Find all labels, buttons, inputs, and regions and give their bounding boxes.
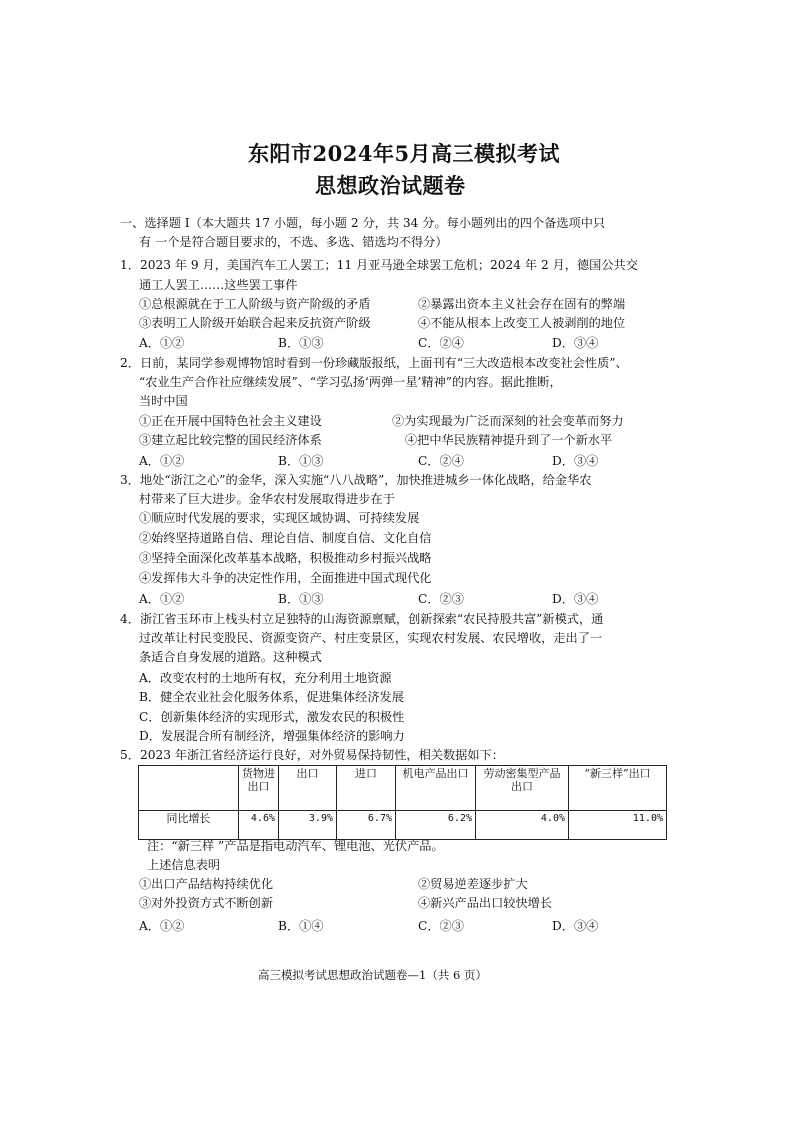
q1-stem-line2: 通工人罢工……这些罢工事件 [139, 278, 298, 292]
table-header-cell: 货物进出口 [239, 766, 279, 811]
q4-option-d[interactable]: D．发展混合所有制经济，增强集体经济的影响力 [139, 729, 405, 743]
table-header-cell: 出口 [279, 766, 337, 811]
q3-option-a[interactable]: A．①② [139, 592, 185, 606]
q4-stem-line1: 4．浙江省玉环市上栈头村立足独特的山海资源禀赋，创新探索“农民持股共富”新模式，通 [120, 612, 604, 626]
q1-statement-1: ①总根源就在于工人阶级与资产阶级的矛盾 [139, 297, 371, 311]
q1-statement-3: ③表明工人阶级开始联合起来反抗资产阶级 [139, 316, 371, 330]
q5-option-b[interactable]: B．①④ [278, 919, 324, 933]
table-header-cell: 机电产品出口 [396, 766, 476, 811]
q3-statement-3: ③坚持全面深化改革基本战略，积极推动乡村振兴战略 [139, 551, 432, 565]
trade-data-table [138, 765, 667, 840]
q5-option-c[interactable]: C．②③ [418, 919, 464, 933]
q2-statement-3: ③建立起比较完整的国民经济体系 [139, 433, 322, 447]
table-header-cell: 劳动密集型产品出口 [476, 766, 569, 811]
table-header-row [139, 766, 667, 811]
table-header-cell [139, 766, 239, 811]
page-footer: 高三模拟考试思想政治试题卷—1（共 6 页） [258, 968, 487, 982]
table-row-label: 同比增长 [139, 811, 239, 840]
q4-stem-line3: 条适合自身发展的道路。这种模式 [139, 650, 322, 664]
q2-option-d[interactable]: D．③④ [552, 454, 599, 468]
q3-stem-line1: 3．地处“浙江之心”的金华，深入实施“八八战略”，加快推进城乡一体化战略，给金华农 [120, 473, 592, 487]
q1-statement-2: ②暴露出资本主义社会存在固有的弊端 [418, 297, 626, 311]
q3-option-b[interactable]: B．①③ [278, 592, 324, 606]
q3-statement-1: ①顺应时代发展的要求，实现区域协调、可持续发展 [139, 511, 420, 525]
q2-option-a[interactable]: A．①② [139, 454, 185, 468]
q1-option-c[interactable]: C．②④ [418, 336, 464, 350]
q5-statement-3: ③对外投资方式不断创新 [139, 896, 274, 910]
table-cell: 11.0% [569, 811, 667, 840]
section-instruction-line1: 一、选择题 Ⅰ（本大题共 17 小题，每小题 2 分，共 34 分。每小题列出的四个备选项中只 [120, 216, 606, 230]
q1-option-d[interactable]: D．③④ [552, 336, 599, 350]
table-header-cell: “新三样”出口 [569, 766, 667, 811]
q3-option-d[interactable]: D．③④ [552, 592, 599, 606]
q3-stem-line2: 村带来了巨大进步。金华农村发展取得进步在于 [139, 492, 395, 506]
q3-statement-2: ②始终坚持道路自信、理论自信、制度自信、文化自信 [139, 531, 432, 545]
table-cell: 3.9% [279, 811, 337, 840]
q2-option-b[interactable]: B．①③ [278, 454, 324, 468]
q2-stem-line2: “农业生产合作社应继续发展”、“学习弘扬‘两弹一星’精神”的内容。据此推断， [139, 375, 562, 389]
q5-option-a[interactable]: A．①② [139, 919, 185, 933]
q3-option-c[interactable]: C．②③ [418, 592, 464, 606]
q5-note: 注：“新三样 ”产品是指电动汽车、锂电池、光伏产品。 [147, 839, 444, 853]
table-header-cell: 进口 [337, 766, 396, 811]
q1-stem-line1: 1．2023 年 9 月，美国汽车工人罢工；11 月亚马逊全球罢工危机；2024 年 2 月，德国公共交 [120, 258, 638, 272]
section-instruction-line2: 有 一个是符合题目要求的，不选、多选、错选均不得分） [139, 235, 448, 249]
q5-lead: 上述信息表明 [147, 858, 221, 872]
table-row [139, 811, 667, 840]
q5-stem: 5．2023 年浙江省经济运行良好，对外贸易保持韧性，相关数据如下： [120, 748, 504, 762]
q1-option-a[interactable]: A．①② [139, 336, 185, 350]
table-cell: 6.7% [337, 811, 396, 840]
q2-statement-4: ④把中华民族精神提升到了一个新水平 [405, 433, 613, 447]
table-cell: 4.6% [239, 811, 279, 840]
q5-statement-2: ②贸易逆差逐步扩大 [418, 877, 528, 891]
q1-option-b[interactable]: B．①③ [278, 336, 324, 350]
q4-stem-line2: 过改革让村民变股民、资源变资产、村庄变景区，实现农村发展、农民增收，走出了一 [139, 631, 603, 645]
q4-option-c[interactable]: C．创新集体经济的实现形式，激发农民的积极性 [139, 710, 405, 724]
q1-statement-4: ④不能从根本上改变工人被剥削的地位 [418, 316, 626, 330]
q2-stem-line3: 当时中国 [139, 394, 188, 408]
page-subtitle: 思想政治试题卷 [315, 173, 466, 198]
q3-statement-4: ④发挥伟大斗争的决定性作用，全面推进中国式现代化 [139, 571, 432, 585]
q4-option-a[interactable]: A．改变农村的土地所有权，充分利用土地资源 [139, 671, 392, 685]
table-cell: 4.0% [476, 811, 569, 840]
q2-stem-line1: 2．日前，某同学参观博物馆时看到一份珍藏版报纸，上面刊有“三大改造根本改变社会性质”、 [120, 356, 628, 370]
q4-option-b[interactable]: B．健全农业社会化服务体系，促进集体经济发展 [139, 690, 404, 704]
q2-option-c[interactable]: C．②④ [418, 454, 464, 468]
q2-statement-1: ①正在开展中国特色社会主义建设 [139, 414, 322, 428]
page-title: 东阳市2024年5月高三模拟考试 [248, 141, 561, 166]
q5-statement-1: ①出口产品结构持续优化 [139, 877, 274, 891]
table-cell: 6.2% [396, 811, 476, 840]
q5-statement-4: ④新兴产品出口较快增长 [418, 896, 553, 910]
q2-statement-2: ②为实现最为广泛而深刻的社会变革而努力 [392, 414, 624, 428]
q5-option-d[interactable]: D．③④ [552, 919, 599, 933]
